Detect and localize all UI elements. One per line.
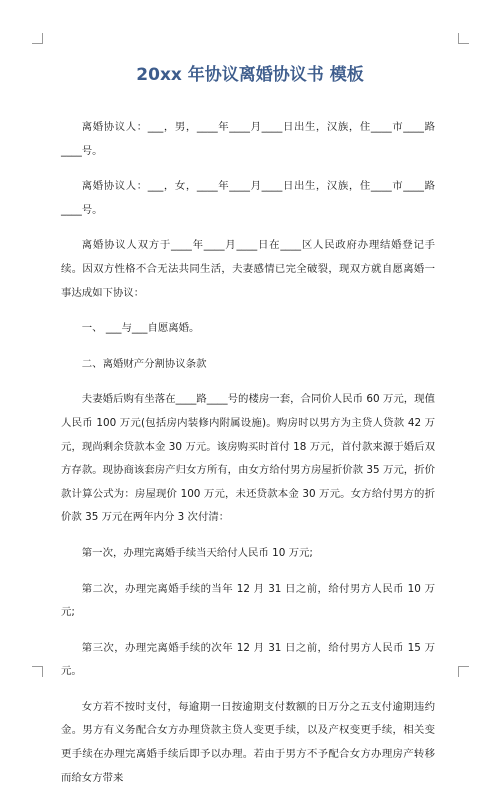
paragraph-party-female: 离婚协议人：___，女，____年____月____日出生，汉族，住____市____路____号。 <box>61 180 435 216</box>
paragraph-marriage-registration: 离婚协议人双方于____年____月____日在____区人民政府办理结婚登记手续。因双方性格不合无法共同生活，夫妻感情已完全破裂，现双方就自愿离婚一事达成如下协议： <box>61 239 435 299</box>
paragraph-clause-two-heading: 二、离婚财产分割协议条款 <box>81 357 207 370</box>
crop-mark-top-left <box>32 33 43 44</box>
crop-mark-top-right <box>458 33 469 44</box>
paragraph-payment-second: 第二次，办理完离婚手续的当年 12 月 31 日之前，给付男方人民币 10 万元; <box>61 582 435 619</box>
paragraph-clause-one: 一、 ___与___自愿离婚。 <box>81 322 200 335</box>
paragraph-payment-first: 第一次，办理完离婚手续当天给付人民币 10 万元; <box>81 546 313 559</box>
crop-mark-bottom-left <box>32 666 43 677</box>
document-body <box>61 116 435 790</box>
document-title: 20xx 年协议离婚协议书 模板 <box>136 65 364 85</box>
crop-mark-bottom-right <box>458 666 469 677</box>
paragraph-property-description: 夫妻婚后购有坐落在____路____号的楼房一套，合同价人民币 60 万元，现值人民币 100 万元(包括房内装修内附属设施)。购房时以男方为主贷人贷款 42 万元，现尚剩余贷款本金 30 万元。该房购买时首付 18 万元，首付款来源于婚后双方存款。现协商该套房产归女方所有，由女方给付男方房屋折价款 35 万元，折价款计算公式为：房屋现价 100 万元，未还贷款本金 30 万元。女方给付男方的折价款 35 万元在两年内分 3 次付清： <box>61 393 435 524</box>
paragraph-late-payment: 女方若不按时支付，每逾期一日按逾期支付数额的日万分之五支付逾期违约金。男方有义务配合女方办理贷款主贷人变更手续，以及产权变更手续，相关变更手续在办理完离婚手续后即予以办理。若由于男方不予配合女方办理房产转移而给女方带来 <box>61 700 435 784</box>
paragraph-payment-third: 第三次，办理完离婚手续的次年 12 月 31 日之前，给付男方人民币 15 万元。 <box>61 641 435 678</box>
paragraph-party-male: 离婚协议人：___，男，____年____月____日出生，汉族，住____市____路____号。 <box>61 121 435 157</box>
